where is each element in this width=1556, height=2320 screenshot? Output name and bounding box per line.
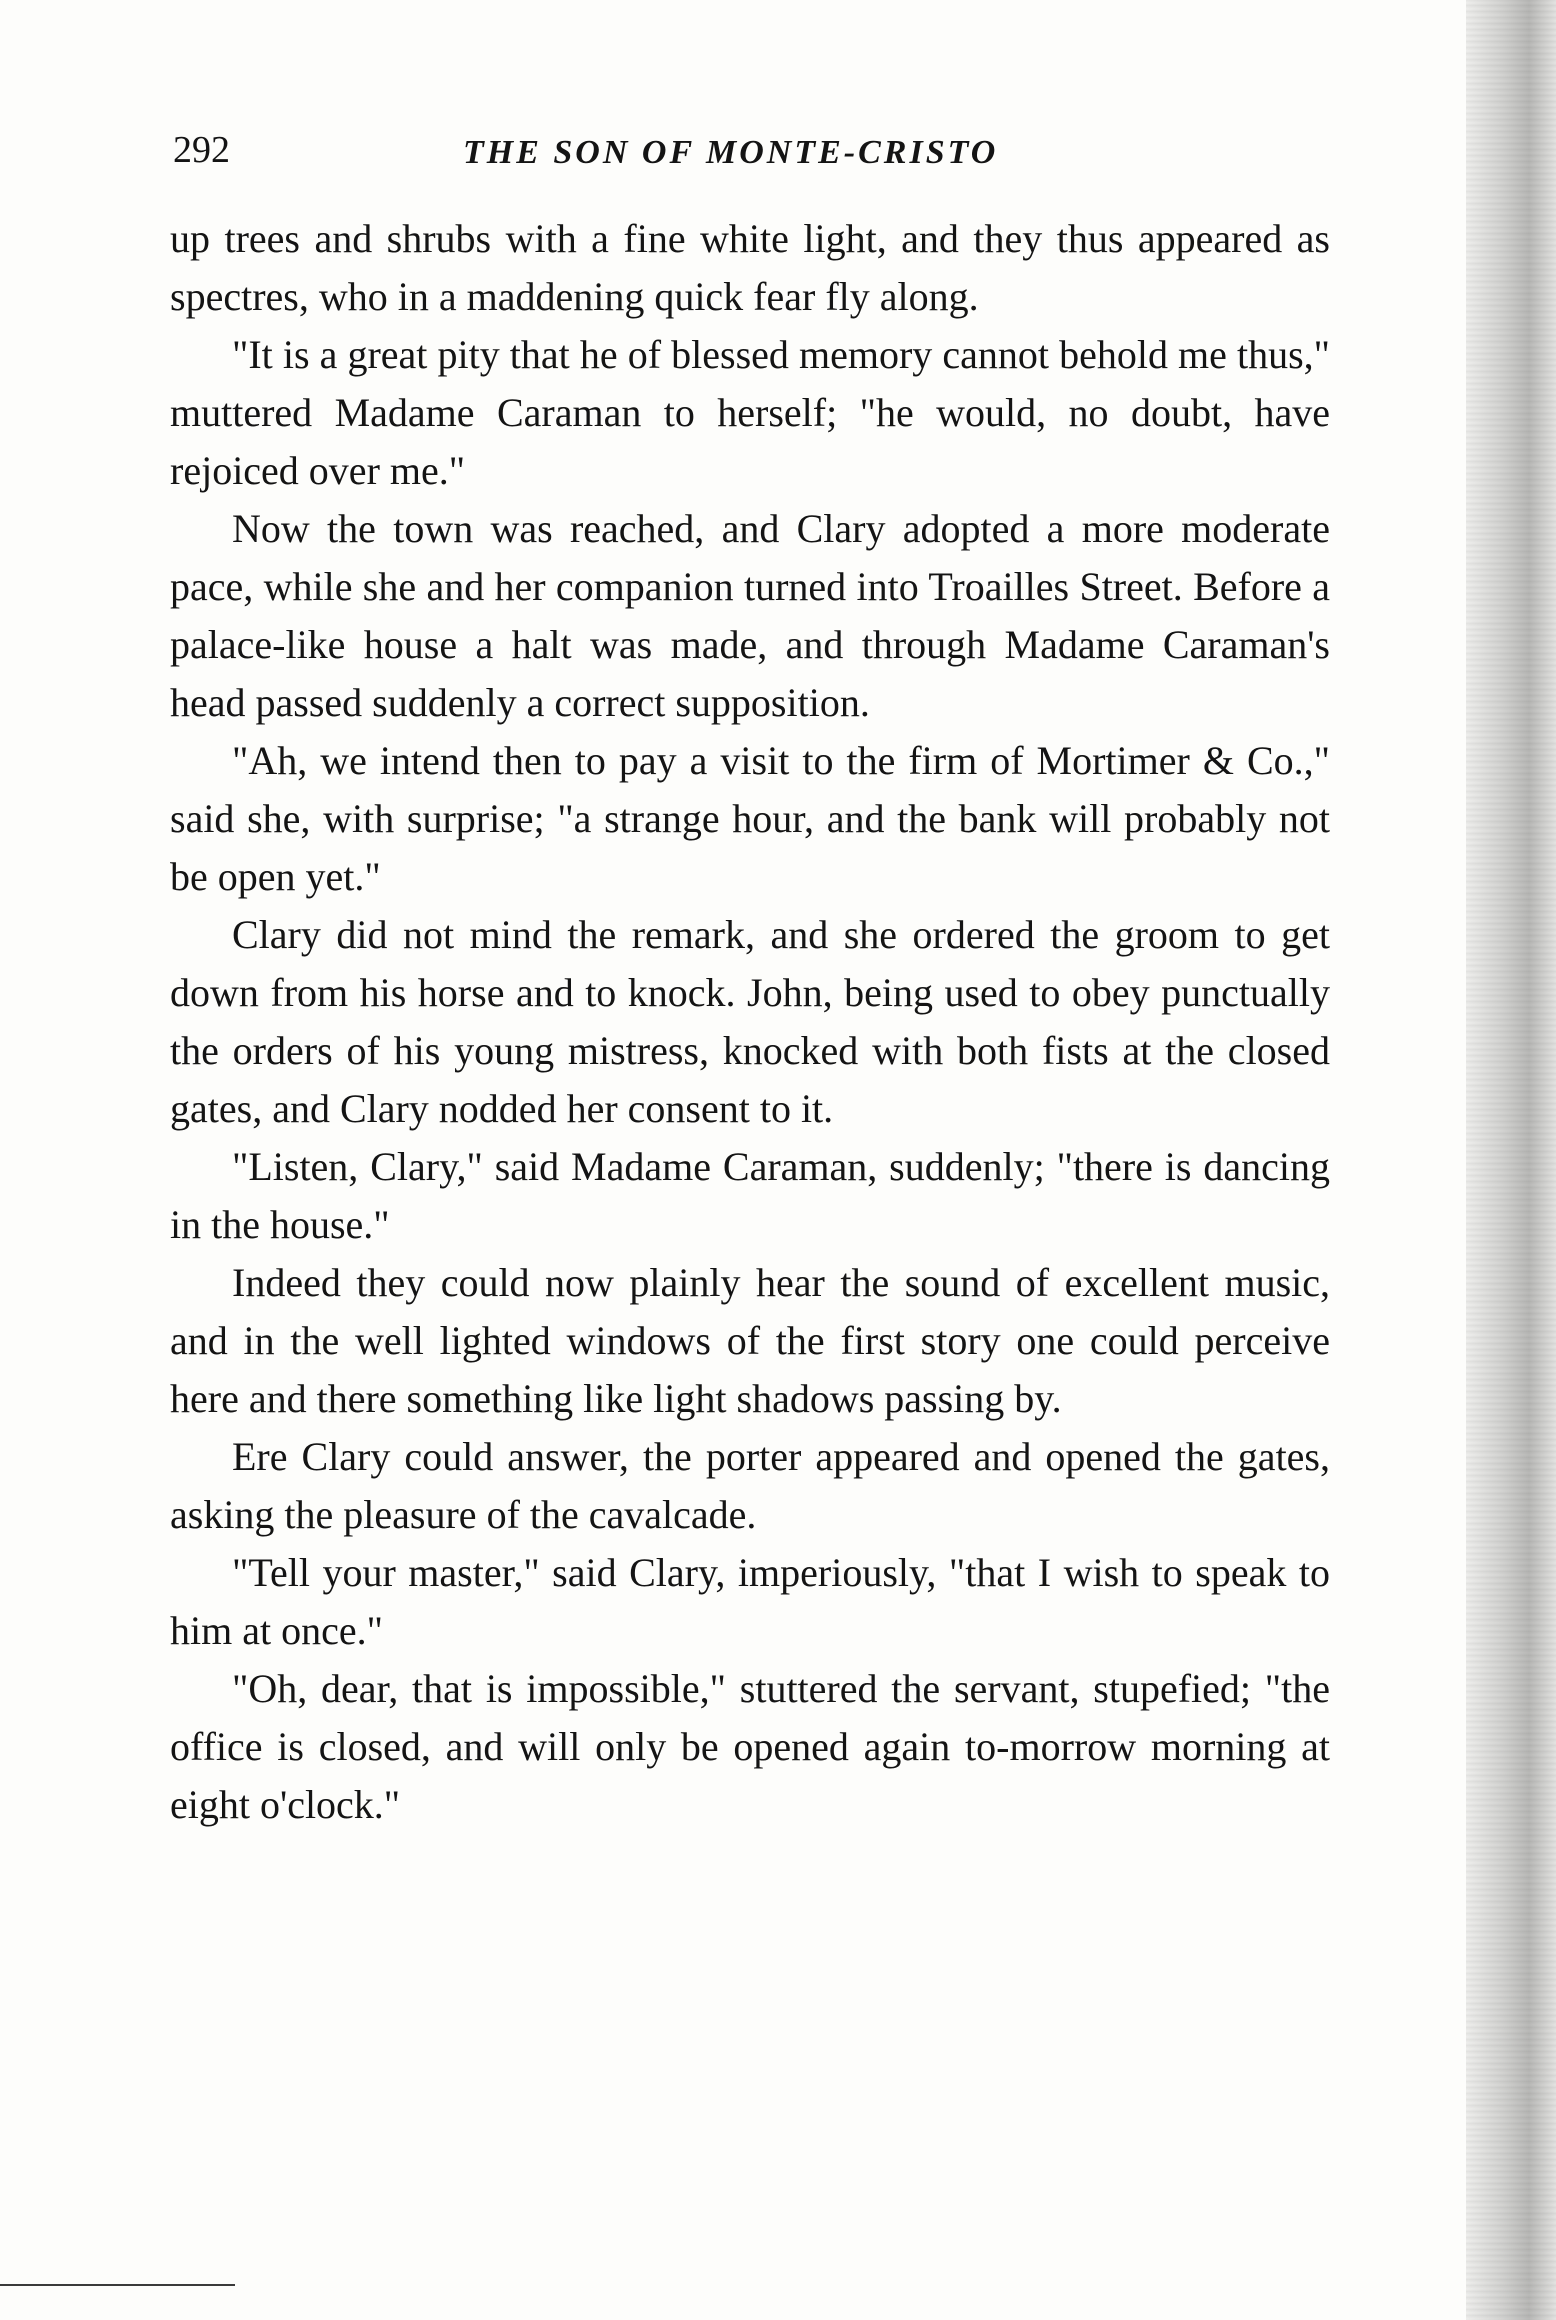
paragraph-10: "Oh, dear, that is impossible," stuttered the servant, stupefied; "the office is closed, and will only be opened again to-morrow morning at eight o'clock." bbox=[170, 1666, 1330, 1827]
body-text bbox=[170, 210, 1330, 1834]
paragraph-9: "Tell your master," said Clary, imperiously, "that I wish to speak to him at once." bbox=[170, 1550, 1330, 1653]
footer-rule bbox=[0, 2284, 235, 2286]
running-head bbox=[173, 128, 1073, 188]
paragraph-6: "Listen, Clary," said Madame Caraman, suddenly; "there is dancing in the house." bbox=[170, 1144, 1330, 1247]
page-number: 292 bbox=[173, 129, 230, 171]
page-edge-shadow bbox=[1466, 0, 1556, 2320]
paragraph-8: Ere Clary could answer, the porter appeared and opened the gates, asking the pleasure of the cavalcade. bbox=[170, 1434, 1330, 1537]
paragraph-4: "Ah, we intend then to pay a visit to the firm of Mortimer & Co.," said she, with surprise; "a strange hour, and the bank will probably not be open yet." bbox=[170, 738, 1330, 899]
paragraph-1: up trees and shrubs with a fine white light, and they thus appeared as spectres, who in a maddening quick fear fly along. bbox=[170, 216, 1330, 319]
paragraph-2: "It is a great pity that he of blessed memory cannot behold me thus," muttered Madame Caraman to herself; "he would, no doubt, have rejoiced over me." bbox=[170, 332, 1330, 493]
paragraph-5: Clary did not mind the remark, and she ordered the groom to get down from his horse and to knock. John, being used to obey punctually the orders of his young mistress, knocked with both fists at the closed gates, and Clary nodded her consent to it. bbox=[170, 912, 1330, 1131]
book-title: THE SON OF MONTE-CRISTO bbox=[463, 134, 999, 171]
paragraph-3: Now the town was reached, and Clary adopted a more moderate pace, while she and her companion turned into Troailles Street. Before a palace-like house a halt was made, and through Madame Caraman's head passed suddenly a correct supposition. bbox=[170, 506, 1330, 725]
paragraph-7: Indeed they could now plainly hear the sound of excellent music, and in the well lighted windows of the first story one could perceive here and there something like light shadows passing by. bbox=[170, 1260, 1330, 1421]
